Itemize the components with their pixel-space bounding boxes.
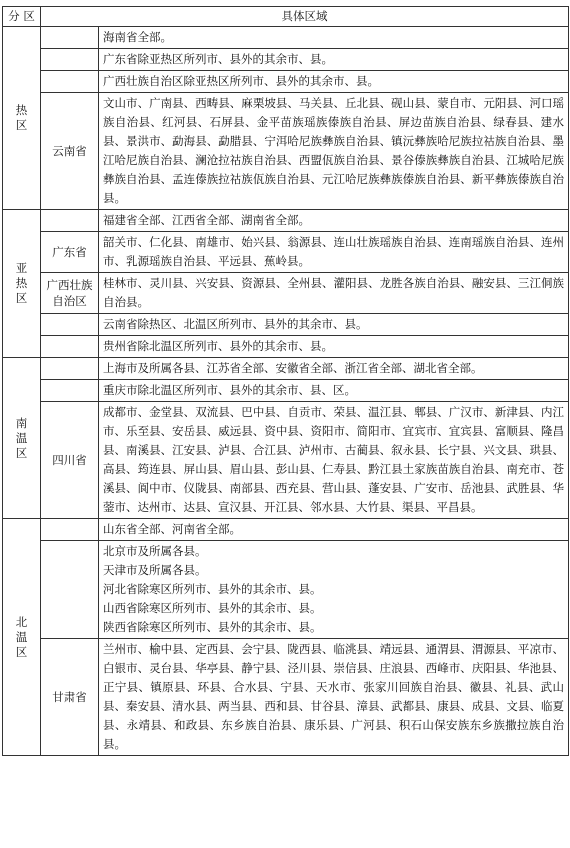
province-cell: 广东省 (41, 232, 99, 273)
area-cell: 云南省除热区、北温区所列市、县外的其余市、县。 (99, 314, 569, 336)
province-cell (41, 358, 99, 380)
province-cell (41, 71, 99, 93)
area-cell: 兰州市、榆中县、定西县、会宁县、陇西县、临洮县、靖远县、通渭县、渭源县、平凉市、白银市、灵台县、华亭县、静宁县、泾川县、崇信县、庄浪县、西峰市、庆阳县、华池县、正宁县、镇原县、环县、合水县、宁县、天水市、张家川回族自治县、徽县、礼县、武山县、秦安县、清水县、两当县、西和县、甘谷县、漳县、武都县、康县、成县、文县、临夏县、永靖县、和政县、东乡族自治县、康乐县、广河县、积石山保安族东乡族撒拉族自治县。 (99, 639, 569, 756)
area-line: 河北省除寒区所列市、县外的其余市、县。 (103, 582, 322, 596)
area-cell: 广西壮族自治区除亚热区所列市、县外的其余市、县。 (99, 71, 569, 93)
zone-nanwen: 南温区 (3, 358, 41, 519)
area-cell: 成都市、金堂县、双流县、巴中县、自贡市、荣县、温江县、郫县、广汉市、新津县、内江市、乐至县、安岳县、威远县、资中县、资阳市、简阳市、宜宾市、宜宾县、富顺县、隆昌县、南溪县、江安县、泸县、合江县、泸州市、古蔺县、叙永县、长宁县、兴文县、珙县、高县、筠连县、屏山县、眉山县、彭山县、仁寿县、黔江县土家族苗族自治县、南充市、苍溪县、阆中市、仪陇县、南部县、西充县、营山县、蓬安县、广安市、岳池县、武胜县、华蓥市、达州市、达县、宣汉县、开江县、邻水县、大竹县、渠县、平昌县。 (99, 402, 569, 519)
province-cell: 云南省 (41, 93, 99, 210)
area-cell: 广东省除亚热区所列市、县外的其余市、县。 (99, 49, 569, 71)
area-cell: 韶关市、仁化县、南雄市、始兴县、翁源县、连山壮族瑶族自治县、连南瑶族自治县、连州市、乳源瑶族自治县、平远县、蕉岭县。 (99, 232, 569, 273)
table-row (3, 402, 569, 519)
table-row (3, 71, 569, 93)
province-cell (41, 314, 99, 336)
area-line: 北京市及所属各县。 (103, 544, 207, 558)
table-row (3, 232, 569, 273)
area-cell: 文山市、广南县、西畴县、麻栗坡县、马关县、丘北县、砚山县、蒙自市、元阳县、河口瑶族自治县、红河县、石屏县、金平苗族瑶族傣族自治县、屏边苗族自治县、绿春县、建水县、景洪市、勐海县、勐腊县、宁洱哈尼族彝族自治县、镇沅彝族哈尼族拉祜族自治县、墨江哈尼族自治县、澜沧拉祜族自治县、西盟佤族自治县、景谷傣族彝族自治县、江城哈尼族彝族自治县、孟连傣族拉祜族佤族自治县、元江哈尼族彝族傣族自治县、新平彝族傣族自治县。 (99, 93, 569, 210)
table-row (3, 336, 569, 358)
table-header-row (3, 7, 569, 27)
province-cell: 广西壮族自治区 (41, 273, 99, 314)
table-row (3, 93, 569, 210)
table-row (3, 519, 569, 541)
province-cell (41, 380, 99, 402)
province-cell (41, 27, 99, 49)
province-cell (41, 49, 99, 71)
area-cell: 桂林市、灵川县、兴安县、资源县、全州县、灌阳县、龙胜各族自治县、融安县、三江侗族自治县。 (99, 273, 569, 314)
area-cell: 贵州省除北温区所列市、县外的其余市、县。 (99, 336, 569, 358)
area-cell: 海南省全部。 (99, 27, 569, 49)
table-row (3, 49, 569, 71)
province-cell: 四川省 (41, 402, 99, 519)
header-area: 具体区域 (41, 7, 569, 27)
area-cell: 福建省全部、江西省全部、湖南省全部。 (99, 210, 569, 232)
region-table (2, 6, 569, 756)
zone-beiwen: 北温区 (3, 519, 41, 756)
area-cell: 上海市及所属各县、江苏省全部、安徽省全部、浙江省全部、湖北省全部。 (99, 358, 569, 380)
zone-re: 热区 (3, 27, 41, 210)
table-row (3, 541, 569, 639)
area-line: 山西省除寒区所列市、县外的其余市、县。 (103, 601, 322, 615)
table-row (3, 358, 569, 380)
area-cell: 山东省全部、河南省全部。 (99, 519, 569, 541)
province-cell (41, 541, 99, 639)
table-row (3, 273, 569, 314)
province-cell: 甘肃省 (41, 639, 99, 756)
province-cell (41, 336, 99, 358)
table-row (3, 380, 569, 402)
province-cell (41, 210, 99, 232)
table-row (3, 27, 569, 49)
table-row (3, 314, 569, 336)
area-line: 天津市及所属各县。 (103, 563, 207, 577)
table-row (3, 639, 569, 756)
area-cell-multiline (99, 541, 569, 639)
header-zone: 分 区 (3, 7, 41, 27)
area-line: 陕西省除寒区所列市、县外的其余市、县。 (103, 620, 322, 634)
area-cell: 重庆市除北温区所列市、县外的其余市、县、区。 (99, 380, 569, 402)
table-row (3, 210, 569, 232)
province-cell (41, 519, 99, 541)
zone-yare: 亚热区 (3, 210, 41, 358)
